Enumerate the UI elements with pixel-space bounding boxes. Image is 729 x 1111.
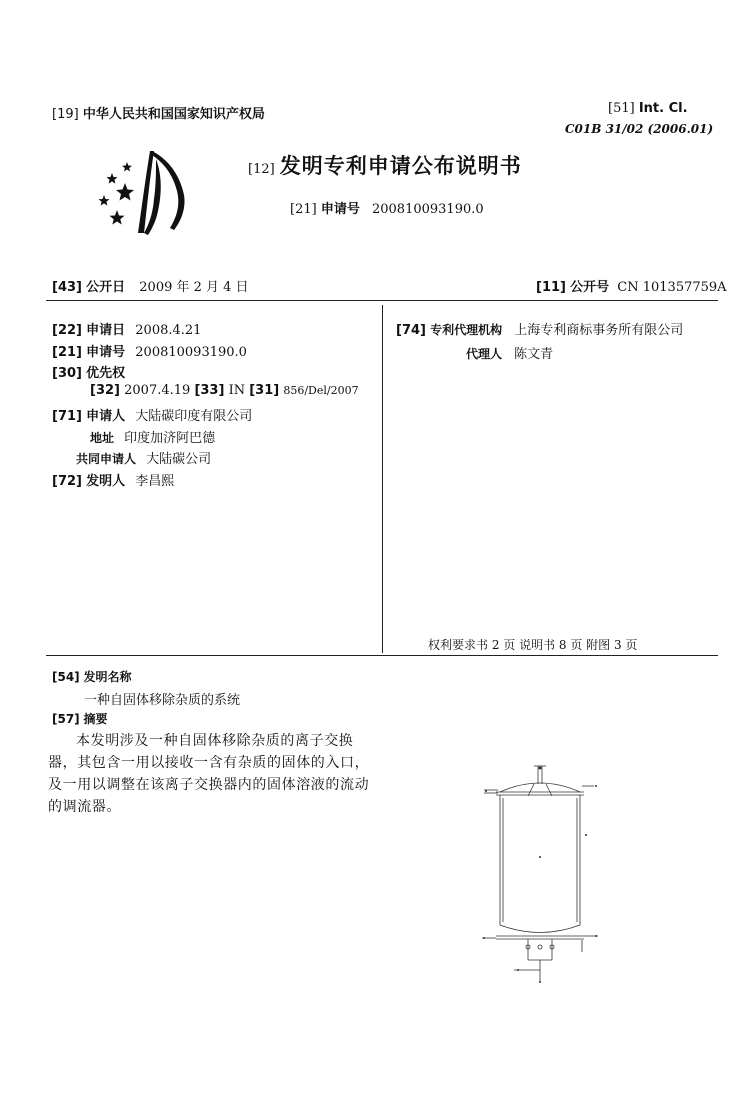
address-line: 地址 印度加济阿巴德	[90, 431, 216, 446]
divider-bottom	[46, 655, 718, 656]
divider-top	[46, 300, 718, 301]
left-appno-line: [21] 申请号 200810093190.0	[52, 345, 247, 360]
intcl-value: C01B 31/02 (2006.01)	[565, 122, 714, 136]
priority-detail: [32] 2007.4.19 [33] IN [31] 856/Del/2007	[90, 383, 359, 398]
abstract-line: 本发明涉及一种自固体移除杂质的离子交换	[76, 733, 354, 749]
agent-line: 代理人 陈文青	[466, 347, 554, 362]
doc-type-title: 发明专利申请公布说明书	[279, 154, 522, 178]
agency-line: [74] 专利代理机构 上海专利商标事务所有限公司	[396, 323, 684, 338]
inventor-line: [72] 发明人 李昌熙	[52, 474, 175, 489]
invention-title: 一种自固体移除杂质的系统	[84, 693, 241, 708]
coapplicant-line: 共同申请人 大陆碳公司	[76, 452, 212, 467]
header-appno: [21] 申请号 200810093190.0	[290, 202, 484, 217]
abstract-label-line: [57] 摘要	[52, 712, 108, 726]
divider-vertical	[382, 305, 383, 653]
abstract-line: 及一用以调整在该离子交换器内的固体溶液的流动	[48, 777, 370, 793]
abstract-text	[48, 730, 369, 818]
abstract-line: 器，其包含一用以接收一含有杂质的固体的入口，	[48, 755, 370, 771]
intcl-line: [51] Int. Cl.	[608, 101, 688, 116]
cnipa-logo	[90, 145, 200, 240]
pages-note: 权利要求书 2 页 说明书 8 页 附图 3 页	[428, 638, 638, 652]
appdate-line: [22] 申请日 2008.4.21	[52, 323, 202, 338]
office-name: 中华人民共和国国家知识产权局	[82, 107, 265, 122]
pubno-line: [11] 公开号 CN 101357759A	[536, 280, 727, 295]
abstract-line: 的调流器。	[48, 799, 121, 815]
doc-type-line: [12] 发明专利申请公布说明书	[248, 154, 522, 178]
office-header: [19] 中华人民共和国国家知识产权局	[52, 107, 265, 122]
priority-line: [30] 优先权	[52, 366, 126, 381]
pubdate-line: [43] 公开日 2009 年 2 月 4 日	[52, 280, 249, 295]
applicant-line: [71] 申请人 大陆碳印度有限公司	[52, 409, 253, 424]
title-label-line: [54] 发明名称	[52, 670, 132, 684]
ion-exchanger-drawing-icon	[478, 760, 603, 990]
